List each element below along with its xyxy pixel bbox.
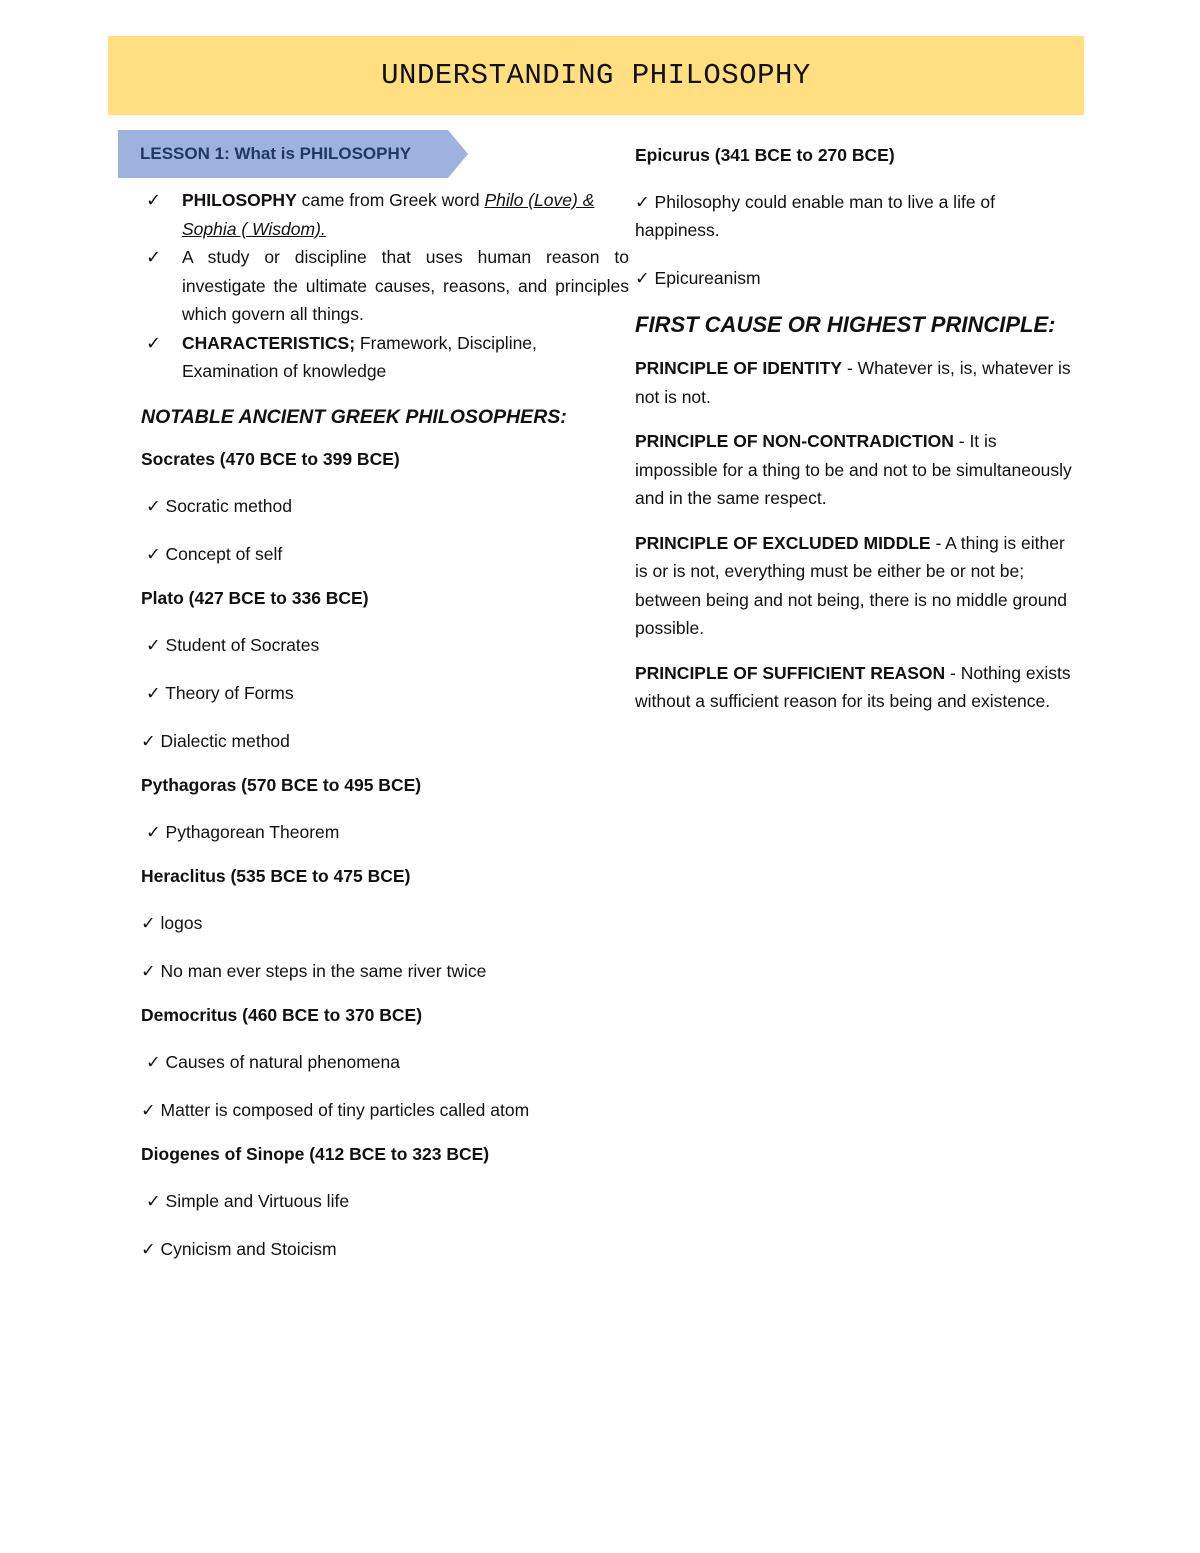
philosopher-item: ✓ Theory of Forms bbox=[146, 682, 294, 703]
bullet-underlined: Philo (Love) & Sophia ( Wisdom). bbox=[182, 190, 595, 239]
philosopher-item: ✓ Dialectic method bbox=[141, 730, 290, 751]
principle-item bbox=[635, 354, 1075, 411]
principle-term: PRINCIPLE OF NON-CONTRADICTION bbox=[635, 431, 954, 451]
philosopher-list bbox=[141, 446, 561, 1263]
principle-desc: - Nothing exists without a sufficient reason for its being and existence. bbox=[635, 662, 1071, 711]
philosopher-name: Socrates (470 BCE to 399 BCE) bbox=[141, 448, 400, 469]
lesson-tab bbox=[118, 130, 448, 178]
section-heading-principles: FIRST CAUSE OR HIGHEST PRINCIPLE: bbox=[635, 312, 1056, 337]
lesson-tab-label: LESSON 1: What is PHILOSOPHY bbox=[140, 144, 412, 163]
list-item bbox=[146, 186, 629, 243]
bullet-bold: PHILOSOPHY bbox=[182, 190, 297, 210]
principle-item bbox=[635, 659, 1075, 716]
page-title: UNDERSTANDING PHILOSOPHY bbox=[381, 59, 811, 92]
principle-term: PRINCIPLE OF IDENTITY bbox=[635, 358, 843, 378]
philosopher-name: Heraclitus (535 BCE to 475 BCE) bbox=[141, 865, 411, 886]
philosopher-item: ✓ Simple and Virtuous life bbox=[146, 1190, 350, 1211]
lesson-bullets bbox=[118, 186, 629, 386]
principle-desc: - A thing is either is or is not, everything must be either be or not be; between being and not being, there is no middle ground possible. bbox=[635, 532, 1067, 638]
title-banner bbox=[108, 36, 1084, 115]
philosopher-item: ✓ Epicureanism bbox=[635, 268, 761, 288]
bullet-bold: CHARACTERISTICS; bbox=[182, 332, 356, 353]
bullet-text: A study or discipline that uses human reason to investigate the ultimate causes, reasons, and principles which govern all things. bbox=[182, 247, 629, 324]
philosopher-item: ✓ Causes of natural phenomena bbox=[146, 1051, 400, 1072]
philosopher-item: ✓ Concept of self bbox=[146, 543, 283, 564]
checkmark-icon: ✓ bbox=[146, 247, 162, 267]
principle-term: PRINCIPLE OF EXCLUDED MIDDLE bbox=[635, 532, 931, 553]
right-column bbox=[635, 142, 1075, 716]
philosopher-item: ✓ Pythagorean Theorem bbox=[146, 821, 340, 842]
philosopher-name: Epicurus (341 BCE to 270 BCE) bbox=[635, 145, 895, 165]
bullet-text: came from Greek word bbox=[296, 190, 485, 210]
section-heading-philosophers: NOTABLE ANCIENT GREEK PHILOSOPHERS: bbox=[141, 405, 567, 428]
philosopher-name: Pythagoras (570 BCE to 495 BCE) bbox=[141, 774, 422, 795]
checkmark-icon: ✓ bbox=[146, 190, 162, 210]
philosopher-item: ✓ Philosophy could enable man to live a life of happiness. bbox=[635, 192, 996, 240]
philosopher-item: ✓ Cynicism and Stoicism bbox=[141, 1238, 337, 1259]
checkmark-icon: ✓ bbox=[146, 332, 162, 353]
left-column bbox=[118, 130, 629, 1263]
principle-desc: - Whatever is, is, whatever is not is not. bbox=[635, 358, 1071, 407]
principle-item bbox=[635, 427, 1075, 513]
philosopher-item: ✓ Matter is composed of tiny particles called atom bbox=[141, 1099, 530, 1120]
principle-item bbox=[635, 529, 1075, 643]
philosopher-item: ✓ No man ever steps in the same river twice bbox=[141, 960, 487, 981]
list-item bbox=[146, 329, 629, 386]
philosopher-name: Democritus (460 BCE to 370 BCE) bbox=[141, 1004, 423, 1025]
list-item bbox=[146, 243, 629, 329]
bullet-text: Framework, Discipline, Examination of knowledge bbox=[182, 332, 537, 381]
philosopher-name: Plato (427 BCE to 336 BCE) bbox=[141, 587, 369, 608]
philosopher-item: ✓ Socratic method bbox=[146, 495, 292, 516]
philosopher-item: ✓ Student of Socrates bbox=[146, 634, 320, 655]
philosopher-item: ✓ logos bbox=[141, 912, 203, 933]
philosopher-name: Diogenes of Sinope (412 BCE to 323 BCE) bbox=[141, 1143, 490, 1164]
principle-desc: - It is impossible for a thing to be and not to be simultaneously and in the same respect. bbox=[635, 431, 1072, 508]
principle-term: PRINCIPLE OF SUFFICIENT REASON bbox=[635, 662, 946, 683]
